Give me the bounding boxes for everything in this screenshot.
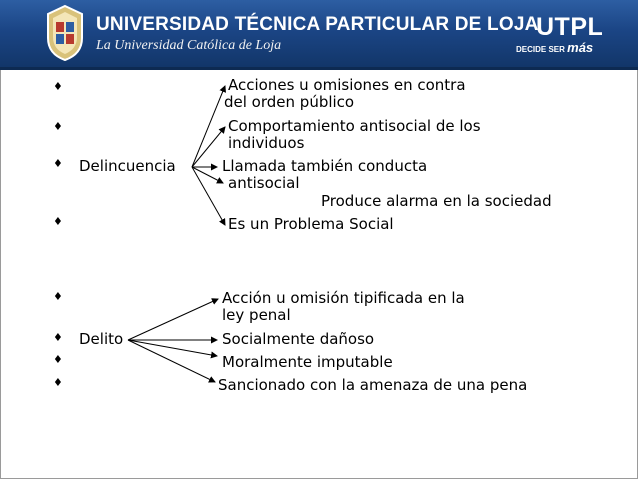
delincuencia-item-5: Es un Problema Social: [228, 215, 394, 233]
delito-arrow-3: [128, 340, 217, 356]
utpl-logo: UTPL: [536, 13, 604, 41]
bullet-icon: ♦: [53, 376, 63, 389]
delincuencia-item-1a: Acciones u omisiones en contra: [228, 76, 466, 94]
delito-arrow-4: [128, 340, 215, 382]
delito-item-3: Moralmente imputable: [222, 353, 393, 371]
university-subtitle: La Universidad Católica de Loja: [96, 38, 282, 53]
delito-item-1b: ley penal: [222, 306, 291, 324]
tagline-prefix: DECIDE SER: [516, 45, 565, 54]
delincuencia-item-2b: individuos: [228, 134, 305, 152]
bullet-icon: ♦: [53, 215, 63, 228]
delincuencia-term: Delincuencia: [79, 157, 176, 175]
bullet-icon: ♦: [53, 331, 63, 344]
tagline-emphasis: más: [567, 40, 594, 55]
delito-item-4: Sancionado con la amenaza de una pena: [218, 376, 528, 394]
bullet-icon: ♦: [53, 120, 63, 133]
delincuencia-arrow-1: [192, 86, 225, 167]
delincuencia-item-2a: Comportamiento antisocial de los: [228, 117, 481, 135]
bullet-icon: ♦: [53, 157, 63, 170]
delito-item-1a: Acción u omisión tipificada en la: [222, 289, 465, 307]
delito-term: Delito: [79, 330, 124, 348]
bullet-icon: ♦: [53, 353, 63, 366]
bullet-icon: ♦: [53, 80, 63, 93]
delincuencia-arrow-2: [192, 127, 225, 167]
delito-arrow-1: [128, 299, 218, 340]
delincuencia-item-3a: Llamada también conducta: [222, 157, 428, 175]
delincuencia-item-1b: del orden público: [224, 93, 355, 111]
bullet-icon: ♦: [53, 290, 63, 303]
delito-item-2: Socialmente dañoso: [222, 330, 375, 348]
delincuencia-item-4: Produce alarma en la sociedad: [321, 192, 552, 210]
delincuencia-item-3b: antisocial: [228, 174, 300, 192]
university-name: UNIVERSIDAD TÉCNICA PARTICULAR DE LOJA: [96, 14, 539, 35]
